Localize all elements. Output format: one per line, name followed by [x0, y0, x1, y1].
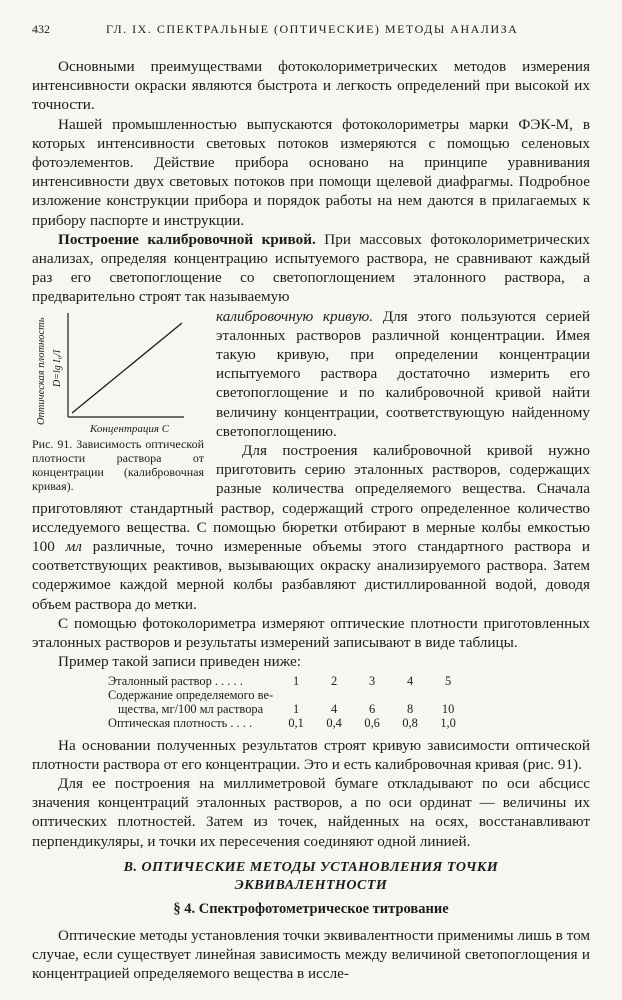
- y-axis-label: Оптическая плотность: [36, 317, 47, 425]
- figure-caption: Рис. 91. Зависимость оптической плотности раствора от концентрации (калибровочная кривая).: [32, 436, 204, 493]
- figure-91: [32, 309, 204, 493]
- paragraph-advantages: Основными преимуществами фотоколориметрических методов измерения интенсивности окраски являются быстрота и легкость определений при высокой их точности.: [32, 58, 590, 114]
- table-row: Оптическая плотность . . . . 0,1 0,4 0,6 0,8 1,0: [104, 716, 467, 730]
- page-header: [32, 22, 590, 37]
- subsection-title: § 4. Спектрофотометрическое титрование: [173, 900, 449, 917]
- formula-label: D=lg I₀/I: [52, 349, 63, 387]
- book-page: [32, 22, 590, 983]
- preparation-text-b: различные, точно измеренные объемы этого стандартного раствора и соответствующих реактивов, вызывающих окраску анализируемого раствора. Затем содержимое каждой мерной колбы разбавляют дистиллированной водой, доводя объем раствора до метки.: [32, 538, 591, 613]
- calibration-line: [72, 323, 182, 413]
- row-label: Содержание определяемого ве- щества, мг/100 мл раствора: [108, 687, 274, 716]
- section-title: В. ОПТИЧЕСКИЕ МЕТОДЫ УСТАНОВЛЕНИЯ ТОЧКИ ЭКВИВАЛЕНТНОСТИ: [123, 859, 499, 893]
- paragraph-measurement: С помощью фотоколориметра измеряют оптические плотности приготовленных эталонных растворов и результаты измерений записывают в виде таблицы.: [32, 614, 590, 652]
- volume-unit: мл: [65, 538, 82, 556]
- preparation-text-a: Для построения калибровочной кривой нужно приготовить серию эталонных растворов, содержащих разные количества определяемого вещества. Сначала приготовляют стандартный раствор, содержащий строго определенное количество исследуемого вещества. С помощью бюретки отбирают в мерные колбы емкостью 100: [32, 442, 590, 556]
- running-title: ГЛ. IX. СПЕКТРАЛЬНЫЕ (ОПТИЧЕСКИЕ) МЕТОДЫ АНАЛИЗА: [106, 22, 519, 36]
- paragraph-example: Пример такой записи приведен ниже:: [58, 653, 301, 671]
- paragraph-calibration: [32, 230, 590, 307]
- paragraph-optical-methods: Оптические методы установления точки эквивалентности применимы лишь в том случае, если существует линейная зависимость между величиной светопоглощения и концентрацией определяемого вещества в иссле-: [32, 926, 590, 983]
- paragraph-plotting: Для ее построения на миллиметровой бумаге откладывают по оси абсцисс значения концентраций эталонных растворов, а по оси ординат — величины их оптических плотностей. Затем из точек, найденных на осях, восстанавливают перпендикуляры, и точки их пересечения соединяют одной линией.: [32, 774, 590, 850]
- paragraph-fek-m: Нашей промышленностью выпускаются фотоколориметры марки ФЭК-М, в которых интенсивности световых потоков измеряются с помощью селеновых фотоэлементов. Действие прибора основано на принципе уравнивания интенсивности двух световых потоков при помощи щелевой диафрагмы. Подробное изложение конструкции прибора и порядок работы на нем даются в прилагаемых к прибору паспорте и инструкции.: [32, 115, 590, 229]
- table-row: Эталонный раствор . . . . . 1 2 3 4 5: [104, 674, 467, 688]
- page-number: 432: [32, 22, 50, 36]
- calibration-text-b: Для этого пользуются серией эталонных растворов различной концентрации. Имея такую кривую, при определении концентрации испытуемого раствора достаточно измерить его светопоглощение и по калибровочной кривой найти величину концентрации, соответствующую найденному светопоглощению.: [216, 307, 590, 440]
- calibration-text-a: При массовых фотоколориметрических анализах, определяя концентрацию испытуемого раствора, не сравнивают каждый раз его светопоглощение со светопоглощением эталонного раствора, а предварительно строят так называемую: [32, 230, 590, 306]
- calibration-term: калибровочную кривую.: [216, 307, 374, 325]
- x-axis-label: Концентрация C: [90, 422, 170, 435]
- table-row: Содержание определяемого ве- щества, мг/100 мл раствора 1 4 6 8 10: [104, 688, 467, 716]
- row-label: Оптическая плотность . . . .: [108, 715, 253, 730]
- row-label: Эталонный раствор . . . . .: [108, 673, 243, 688]
- paragraph-results: На основании полученных результатов строят кривую зависимости оптической плотности раствора от его концентрации. Это и есть калибровочная кривая (рис. 91).: [32, 736, 590, 773]
- standards-table: [104, 674, 467, 730]
- calibration-curve-figure: [32, 309, 204, 437]
- calibration-heading: Построение калибровочной кривой.: [58, 230, 316, 248]
